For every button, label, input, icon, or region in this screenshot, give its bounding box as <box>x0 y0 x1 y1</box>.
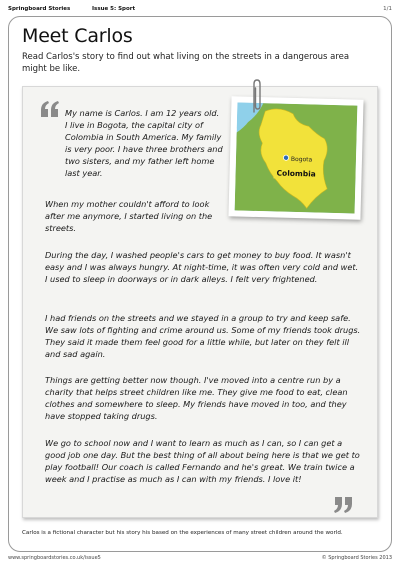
page-indicator: 1/1 <box>383 6 392 12</box>
paperclip-icon <box>249 78 265 114</box>
story-paragraph: We go to school now and I want to learn as much as I can, so I can get a good job one day. But the best thing of all about being here is that we get to play football! Our coach is called Fernando and he's great. We train twice a week and I practise as much as I can with my friends. I love it! <box>45 438 360 484</box>
page-title: Meet Carlos <box>22 25 133 47</box>
site-link[interactable]: www.springboardstories.co.uk/issue5 <box>8 555 101 561</box>
map-photo <box>228 96 363 219</box>
story-paragraph: When my mother couldn't afford to look after me anymore, I started living on the streets. <box>45 199 213 233</box>
story-paragraph: My name is Carlos. I am 12 years old. I live in Bogota, the capital city of Colombia in South America. My family is very poor. I have three brothers and two sisters, and my father left home last year. <box>65 108 223 178</box>
footnote: Carlos is a fictional character but his story his based on the experiences of many street children around the world. <box>22 530 343 536</box>
copyright: © Springboard Stories 2013 <box>321 555 392 561</box>
story-paragraph: Things are getting better now though. I've moved into a centre run by a charity that helps street children like me. They give me food to eat, clean clothes and somewhere to sleep. My friends have moved in too, and they have stopped taking drugs. <box>45 375 348 421</box>
story-paragraph: I had friends on the streets and we stayed in a group to try and keep safe. We saw lots of fighting and crime around us. Some of my friends took drugs. They said it made them feel good for a little while, but later on they felt ill and sad again. <box>45 313 361 359</box>
brand-name: Springboard Stories <box>8 6 71 12</box>
top-bar <box>8 4 392 16</box>
country-label: Colombia <box>276 168 316 179</box>
close-quote-icon <box>333 496 353 514</box>
bogota-marker <box>283 155 288 160</box>
city-label: Bogota <box>290 155 313 164</box>
colombia-map <box>235 102 358 213</box>
intro-text: Read Carlos's story to find out what living on the streets in a dangerous area might be like. <box>22 52 350 74</box>
story-paragraph: During the day, I washed people's cars to get money to buy food. It wasn't easy and I was always hungry. At night-time, it was often very cold and wet. I used to sleep in doorways or in dark alleys. I felt very frightened. <box>45 250 359 284</box>
open-quote-icon <box>40 100 60 118</box>
issue-label: Issue 5: Sport <box>92 6 136 12</box>
